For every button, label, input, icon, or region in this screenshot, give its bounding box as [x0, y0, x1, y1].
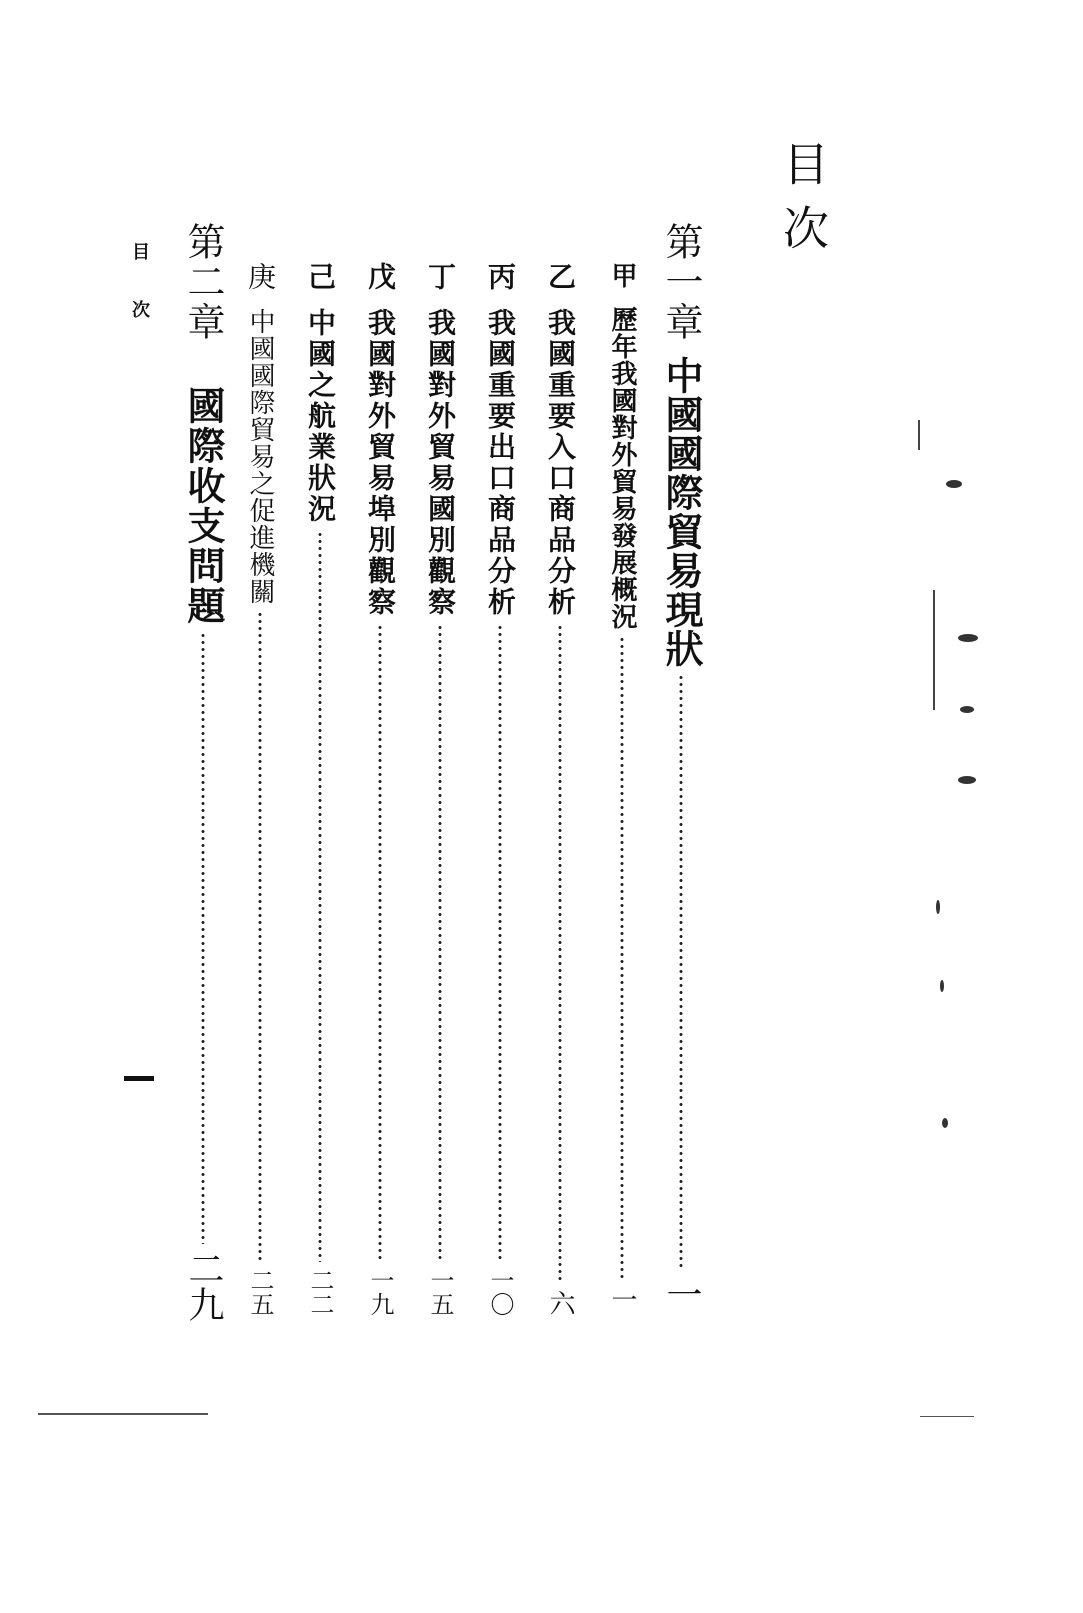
toc-entry-marker: 己 [304, 262, 337, 290]
page-title: 目次 [776, 140, 830, 268]
toc-entry-title: 國際收支問題 [181, 386, 226, 626]
toc-entry-marker: 庚 [244, 262, 277, 290]
toc-leader-dots [620, 636, 624, 1280]
toc-entry-section-yi[interactable] [542, 262, 578, 1316]
toc-leader-dots [558, 624, 562, 1284]
toc-entry-page: 二九 [183, 1250, 224, 1322]
toc-entry-marker: 甲 [607, 262, 637, 288]
running-head: 目次 [129, 242, 150, 358]
toc-entry-marker: 第二章 [181, 222, 225, 342]
toc-entry-section-jia[interactable] [604, 262, 640, 1312]
toc-entry-page: 一五 [426, 1268, 454, 1316]
toc-entry-marker: 丙 [484, 262, 517, 290]
scan-edge-mark [918, 420, 920, 450]
scan-rule-right [920, 1416, 974, 1417]
toc-entry-chapter-2[interactable] [178, 222, 228, 1322]
toc-leader-dots [318, 531, 322, 1262]
toc-entry-chapter-1[interactable] [656, 222, 706, 1312]
toc-entry-title: 中國國際貿易之促進機關 [245, 308, 275, 605]
toc-entry-page: 二五 [246, 1268, 274, 1316]
scan-speck [958, 634, 978, 642]
toc-entry-title: 我國對外貿易埠別觀察 [364, 308, 397, 618]
toc-entry-section-wu[interactable] [362, 262, 398, 1316]
toc-entry-section-ji[interactable] [302, 262, 338, 1316]
toc-entry-title: 中國之航業狀況 [304, 308, 337, 525]
toc-entry-page: 一〇 [486, 1268, 514, 1316]
scan-speck [940, 980, 944, 992]
toc-entry-title: 我國重要出口商品分析 [484, 308, 517, 618]
toc-entry-marker: 第一章 [659, 222, 703, 342]
toc-entry-page: 二二 [306, 1268, 334, 1316]
scan-edge-mark [933, 590, 935, 710]
toc-leader-dots [679, 674, 683, 1270]
toc-leader-dots [498, 624, 502, 1262]
toc-entry-marker: 乙 [544, 262, 577, 290]
scan-speck [960, 706, 974, 713]
toc-entry-section-ding[interactable] [422, 262, 458, 1316]
toc-leader-dots [258, 611, 262, 1262]
toc-leader-dots [378, 624, 382, 1262]
toc-entry-section-bing[interactable] [482, 262, 518, 1316]
toc-leader-dots [201, 632, 205, 1244]
toc-entry-page: 六 [545, 1290, 575, 1316]
scan-rule-left [38, 1413, 208, 1415]
toc-entry-marker: 戊 [364, 262, 397, 290]
toc-entry-title: 中國國際貿易現狀 [659, 356, 704, 668]
toc-entry-title: 歷年我國對外貿易發展概況 [607, 306, 637, 630]
scan-speck [942, 1118, 948, 1128]
toc-entry-page: 一 [661, 1276, 702, 1312]
toc-entry-marker: 丁 [424, 262, 457, 290]
scan-speck [958, 776, 976, 784]
folio-page-number [124, 1076, 154, 1081]
toc-entry-page: 一 [607, 1286, 637, 1312]
toc-leader-dots [438, 624, 442, 1262]
scan-speck [946, 480, 962, 488]
toc-entry-title: 我國對外貿易國別觀察 [424, 308, 457, 618]
scan-speck [936, 900, 940, 914]
toc-entry-section-geng[interactable] [242, 262, 278, 1316]
toc-entry-title: 我國重要入口商品分析 [544, 308, 577, 618]
toc-entry-page: 一九 [366, 1268, 394, 1316]
